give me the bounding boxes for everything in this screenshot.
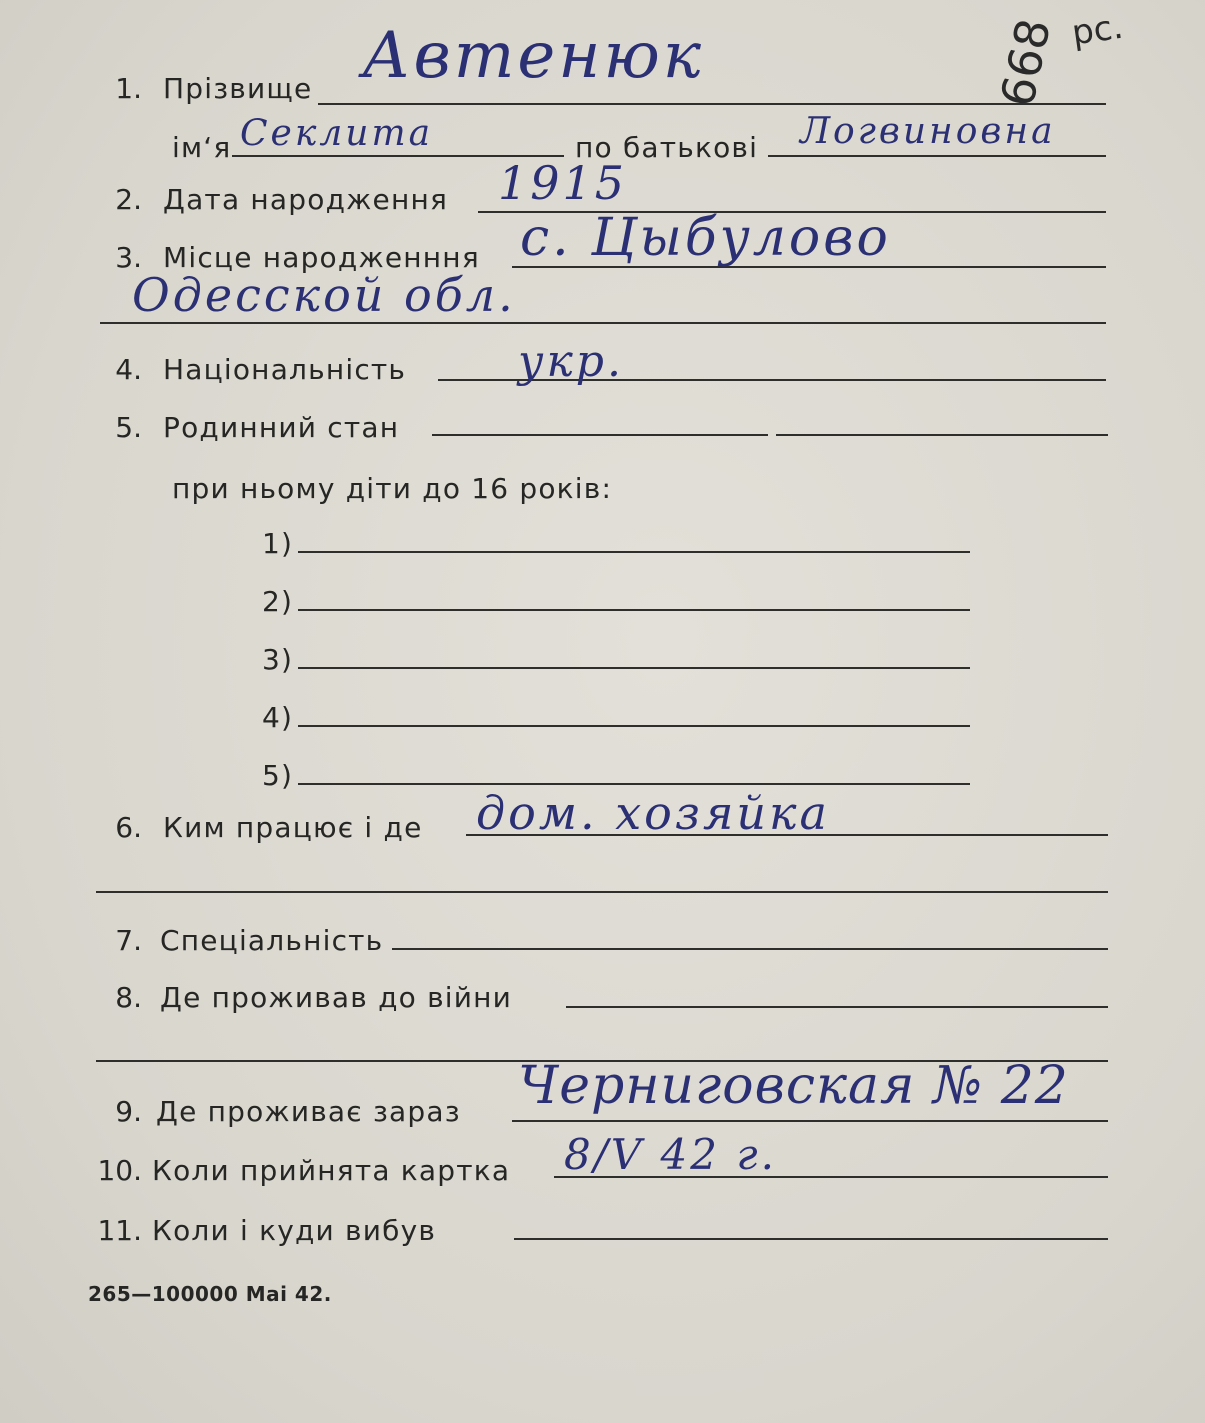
field-3-value-line1: с. Цыбулово: [520, 208, 891, 268]
child-line: [298, 725, 970, 727]
field-6-number: 6.: [115, 811, 142, 844]
field-1-value: Автенюк: [362, 19, 704, 93]
field-11-number: 11.: [97, 1214, 142, 1247]
child-line: [298, 783, 970, 785]
field-1-patronymic-value: Логвиновна: [800, 111, 1056, 152]
field-2-label: Дата народження: [163, 183, 449, 216]
field-4-number: 4.: [115, 353, 142, 386]
field-9-number: 9.: [115, 1095, 142, 1128]
field-8-number: 8.: [115, 981, 142, 1014]
field-10-label: Коли прийнята картка: [152, 1154, 511, 1187]
child-line-label: 4): [262, 701, 294, 734]
print-code: 265—100000 Mai 42.: [88, 1282, 332, 1306]
field-7-line: [392, 948, 1108, 950]
field-6-label: Ким працює і де: [163, 811, 423, 844]
field-3-value-line2: Одесской обл.: [132, 268, 516, 322]
field-10-number: 10.: [97, 1154, 142, 1187]
field-8-line: [566, 1006, 1108, 1008]
field-5-children-label: при ньому діти до 16 років:: [172, 472, 613, 505]
field-6-line-2: [96, 891, 1108, 893]
field-6-value: дом. хозяйка: [476, 786, 830, 840]
field-1-patronymic-line: [768, 155, 1106, 157]
field-5-number: 5.: [115, 411, 142, 444]
field-1-line: [318, 103, 1106, 105]
archive-suffix: рс.: [1069, 6, 1126, 54]
archive-number: 668: [990, 14, 1062, 112]
field-3-line-2: [100, 322, 1106, 324]
field-1-name-value: Секлита: [240, 113, 434, 154]
field-8-label: Де проживав до війни: [160, 981, 513, 1014]
field-1-number: 1.: [115, 72, 142, 105]
field-1-label: Прізвище: [163, 72, 313, 105]
child-line: [298, 609, 970, 611]
child-line-label: 3): [262, 643, 294, 676]
field-9-value: Черниговская № 22: [518, 1056, 1069, 1116]
field-3-label: Місце народженння: [163, 241, 480, 274]
child-line: [298, 551, 970, 553]
child-line-label: 2): [262, 585, 294, 618]
field-5-line-b: [776, 434, 1108, 436]
child-line-label: 1): [262, 527, 294, 560]
field-11-line: [514, 1238, 1108, 1240]
field-1-patronymic-label: по батькові: [575, 131, 759, 164]
field-9-line: [512, 1120, 1108, 1122]
field-7-number: 7.: [115, 924, 142, 957]
child-line-label: 5): [262, 759, 294, 792]
field-9-label: Де проживає зараз: [156, 1095, 461, 1128]
field-2-value: 1915: [498, 156, 628, 210]
field-10-value: 8/V 42 г.: [564, 1130, 777, 1179]
field-5-line-a: [432, 434, 768, 436]
field-1-name-label: ім‘я: [172, 131, 232, 164]
field-4-label: Національність: [163, 353, 407, 386]
field-5-label: Родинний стан: [163, 411, 400, 444]
field-4-value: укр.: [518, 336, 624, 387]
field-2-number: 2.: [115, 183, 142, 216]
field-7-label: Спеціальність: [160, 924, 384, 957]
field-11-label: Коли і куди вибув: [152, 1214, 437, 1247]
field-3-number: 3.: [115, 241, 142, 274]
child-line: [298, 667, 970, 669]
